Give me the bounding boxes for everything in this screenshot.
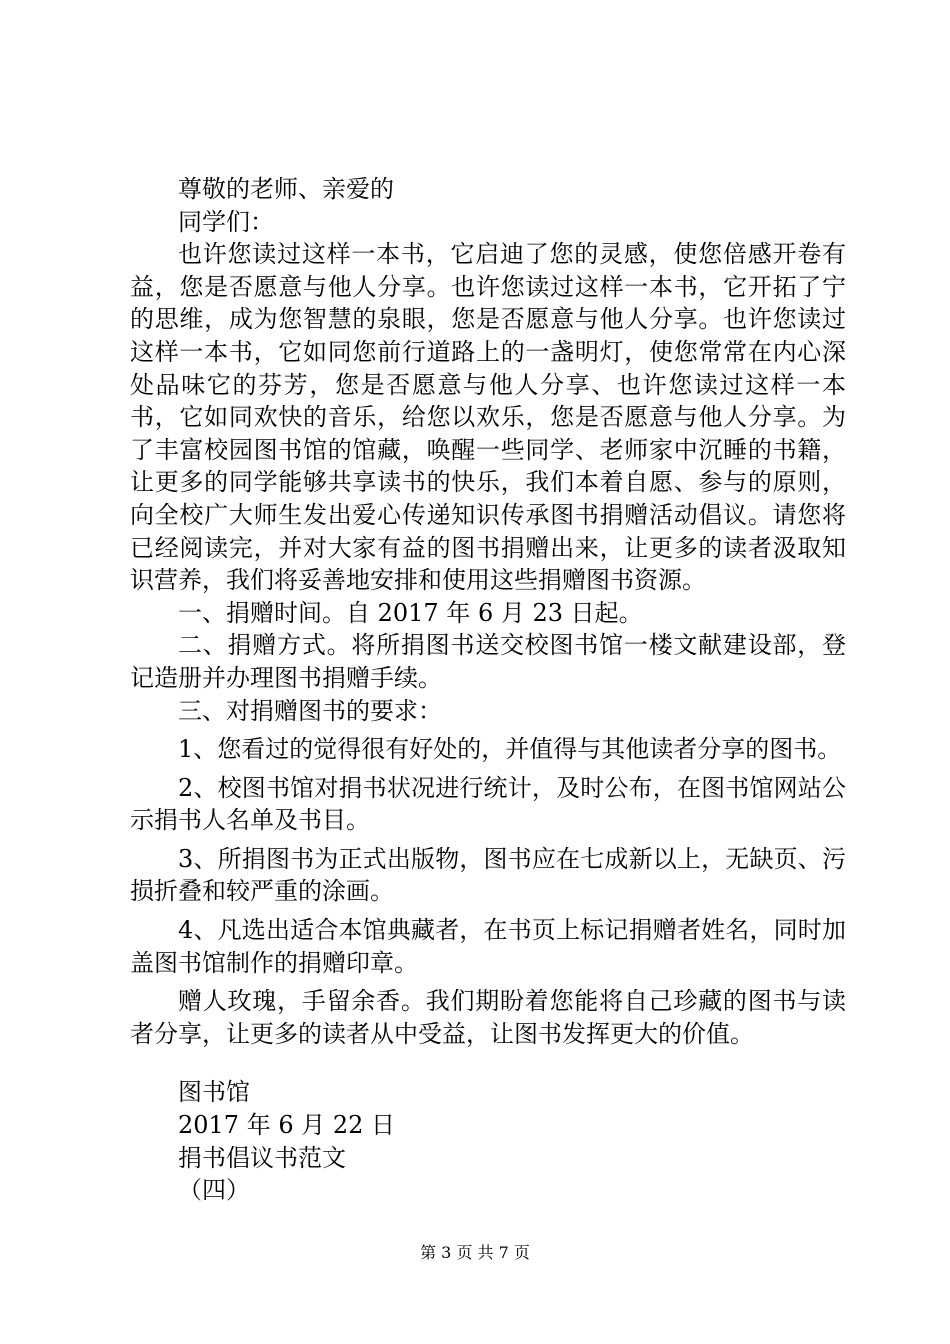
letter-body bbox=[130, 173, 846, 1207]
closing-paragraph: 赠人玫瑰，手留余香。我们期盼着您能将自己珍藏的图书与读者分享，让更多的读者从中受益，让图书发挥更大的价值。 bbox=[130, 987, 846, 1048]
section-donation-method: 二、捐赠方式。将所捐图书送交校图书馆一楼文献建设部，登记造册并办理图书捐赠手续。 bbox=[130, 631, 846, 692]
salutation-line-1: 尊敬的老师、亲爱的 bbox=[178, 175, 394, 203]
page-footer: 第 3 页 共 7 页 bbox=[420, 1243, 530, 1262]
requirement-item-3: 3、所捐图书为正式出版物，图书应在七成新以上，无缺页、污损折叠和较严重的涂画。 bbox=[130, 844, 846, 906]
requirement-item-4: 4、凡选出适合本馆典藏者，在书页上标记捐赠者姓名，同时加盖图书馆制作的捐赠印章。 bbox=[130, 916, 846, 977]
next-section-title: 捐书倡议书范文 bbox=[178, 1143, 346, 1172]
next-section-number: （四） bbox=[178, 1176, 250, 1205]
section-requirements-heading: 三、对捐赠图书的要求： bbox=[178, 696, 442, 725]
section-donation-time: 一、捐赠时间。自 2017 年 6 月 23 日起。 bbox=[178, 598, 643, 627]
salutation-line-2: 同学们： bbox=[178, 207, 274, 236]
body-paragraph: 也许您读过这样一本书，它启迪了您的灵感，使您倍感开卷有益，您是否愿意与他人分享。也许您读过这样一本书，它开拓了宁的思维，成为您智慧的泉眼，您是否愿意与他人分享。也许您读过这样一本书，它如同您前行道路上的一盏明灯，使您常常在内心深处品味它的芬芳，您是否愿意与他人分享、也许您读过这样一本书，它如同欢快的音乐，给您以欢乐，您是否愿意与他人分享。为了丰富校园图书馆的馆藏，唤醒一些同学、老师家中沉睡的书籍，让更多的同学能够共享读书的快乐，我们本着自愿、参与的原则，向全校广大师生发出爱心传递知识传承图书捐赠活动倡议。请您将已经阅读完，并对大家有益的图书捐赠出来，让更多的读者汲取知识营养，我们将妥善地安排和使用这些捐赠图书资源。 bbox=[130, 240, 846, 595]
requirement-item-2: 2、校图书馆对捐书状况进行统计，及时公布，在图书馆网站公示捐书人名单及书目。 bbox=[130, 773, 846, 835]
letter-date: 2017 年 6 月 22 日 bbox=[178, 1111, 396, 1140]
signature: 图书馆 bbox=[178, 1078, 250, 1107]
requirement-item-1: 1、您看过的觉得很有好处的，并值得与其他读者分享的图书。 bbox=[178, 735, 842, 764]
